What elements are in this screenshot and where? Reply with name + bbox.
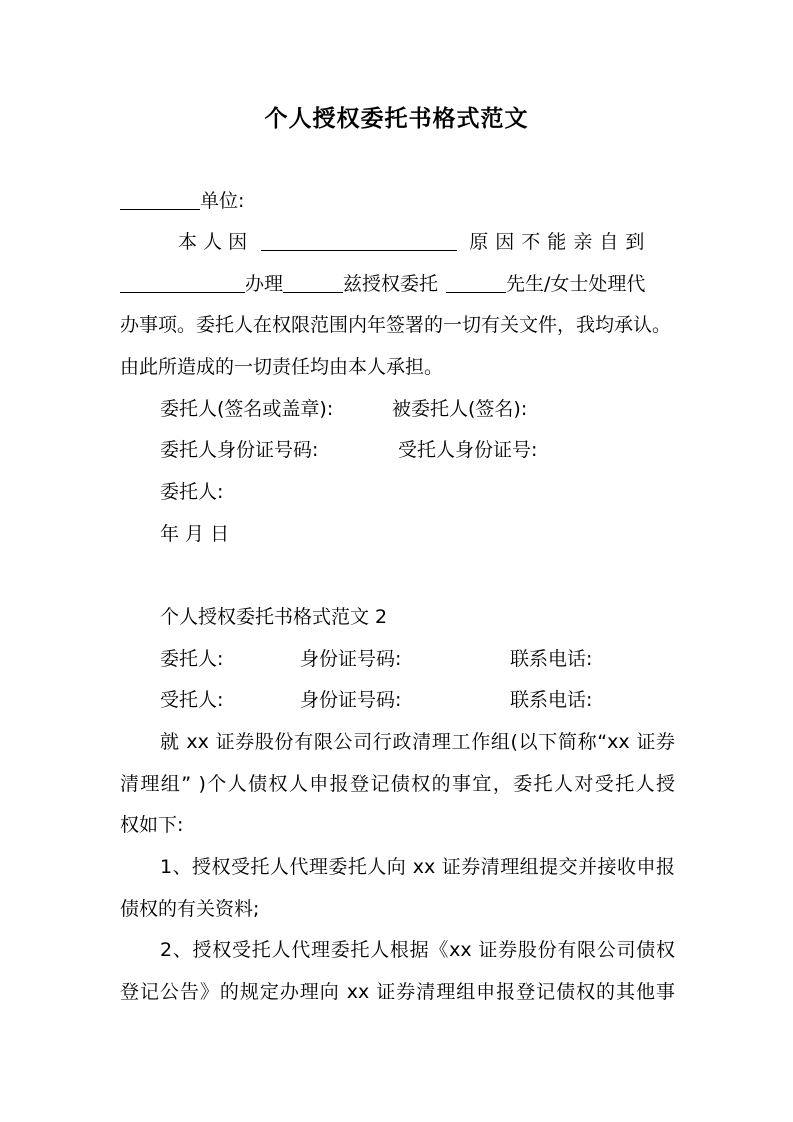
authorize-label: 兹授权委托 — [343, 273, 439, 295]
unit-blank — [120, 189, 200, 210]
body-line-3: 权如下: — [120, 814, 184, 836]
item1-line-2: 债权的有关资料; — [120, 898, 260, 920]
item2-line-1: 2、授权受托人代理委托人根据《xx 证券股份有限公司债权 — [160, 939, 675, 961]
place-blank — [120, 272, 245, 293]
row1-who-label: 委托人: — [160, 648, 224, 670]
principal-label: 委托人: — [160, 481, 224, 503]
row1-id-label: 身份证号码: — [300, 648, 402, 670]
principal-id-label: 委托人身份证号码: — [160, 439, 319, 461]
handle-label: 办理 — [245, 273, 284, 295]
unit-line — [120, 188, 244, 214]
body-line-2: 清理组” )个人债权人申报登记债权的事宜，委托人对受托人授 — [120, 773, 675, 795]
agent-name-blank — [446, 272, 506, 293]
row2-who-label: 受托人: — [160, 689, 224, 711]
handle-line — [120, 271, 645, 297]
agent-signature-label: 被委托人(签名): — [392, 398, 528, 420]
row1-phone-label: 联系电话: — [510, 648, 593, 670]
body-line-1: 就 xx 证券股份有限公司行政清理工作组(以下简称“xx 证券 — [160, 731, 675, 753]
reason-prefix: 本 人 因 — [178, 231, 248, 253]
reason-line — [178, 229, 674, 255]
date-label: 年 月 日 — [160, 523, 230, 545]
reason-suffix: 原 因 不 能 亲 自 到 — [469, 231, 645, 253]
paragraph-line-4: 由此所造成的一切责任均由本人承担。 — [120, 356, 444, 378]
reason-blank — [261, 230, 457, 251]
document-title: 个人授权委托书格式范文 — [264, 106, 529, 132]
row2-id-label: 身份证号码: — [300, 689, 402, 711]
unit-label: 单位: — [200, 190, 245, 212]
agent-title-label: 先生/女士处理代 — [506, 273, 646, 295]
principal-signature-label: 委托人(签名或盖章): — [160, 398, 334, 420]
paragraph-line-3: 办事项。委托人在权限范围内年签署的一切有关文件，我均承认。 — [120, 314, 672, 336]
second-heading: 个人授权委托书格式范文 2 — [160, 606, 388, 628]
row2-phone-label: 联系电话: — [510, 689, 593, 711]
item1-line-1: 1、授权受托人代理委托人向 xx 证券清理组提交并接收申报 — [160, 856, 675, 878]
matter-blank — [283, 272, 343, 293]
agent-id-label: 受托人身份证号: — [398, 439, 538, 461]
item2-line-2: 登记公告》的规定办理向 xx 证券清理组申报登记债权的其他事 — [120, 981, 675, 1003]
